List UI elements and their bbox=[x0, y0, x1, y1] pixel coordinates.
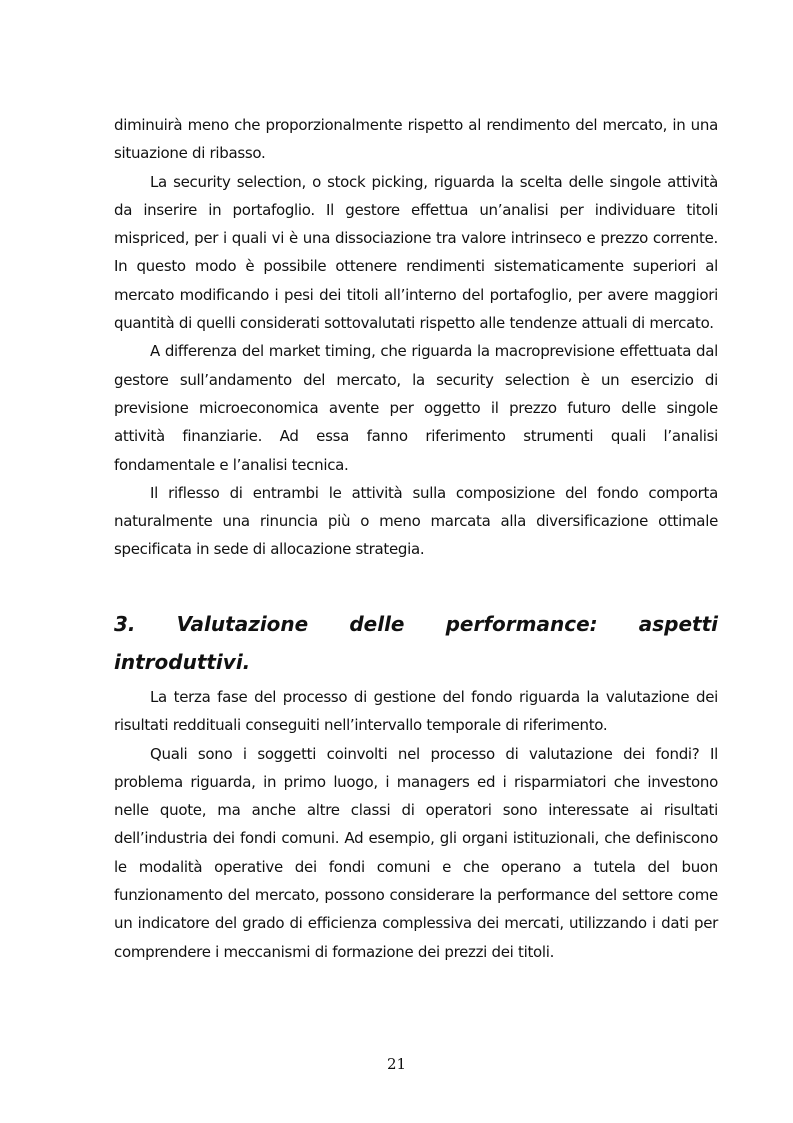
paragraph-diversification: Il riflesso di entrambi le attività sulla composizione del fondo comporta naturalmente una rinuncia più o meno marcata alla diversificazione ottimale specificata in sede di allocazione strategia. bbox=[114, 483, 718, 559]
section-heading: 3. Valutazione delle performance: aspetti introduttivi. bbox=[114, 612, 718, 674]
paragraph-security-selection: La security selection, o stock picking, riguarda la scelta delle singole attività da inserire in portafoglio. Il gestore effettua un’analisi per individuare titoli mispriced, per i quali vi è una dissociazione tra valore intrinseco e prezzo corrente. In questo modo è possibile ottenere rendimenti sistematicamente superiori al mercato modificando i pesi dei titoli all’interno del portafoglio, per avere maggiori quantità di quelli considerati sottovalutati rispetto alle tendenze attuali di mercato. bbox=[114, 172, 718, 333]
paragraph-market-timing: A differenza del market timing, che riguarda la macroprevisione effettuata dal gestore sull’andamento del mercato, la security selection è un esercizio di previsione microeconomica avente per oggetto il prezzo futuro delle singole attività finanziarie. Ad essa fanno riferimento strumenti quali l’analisi fondamentale e l’analisi tecnica. bbox=[114, 342, 718, 474]
page-number: 21 bbox=[386, 1055, 407, 1073]
body-text-bottom bbox=[114, 683, 718, 966]
paragraph-performance-evaluation: La terza fase del processo di gestione del fondo riguarda la valutazione dei risultati reddituali conseguiti nell’intervallo temporale di riferimento. bbox=[114, 688, 718, 735]
paragraph-stakeholders: Quali sono i soggetti coinvolti nel processo di valutazione dei fondi? Il problema riguarda, in primo luogo, i managers ed i risparmiatori che investono nelle quote, ma anche altre classi di operatori sono interessate ai risultati dell’industria dei fondi comuni. Ad esempio, gli organi istituzionali, che definiscono le modalità operative dei fondi comuni e che operano a tutela del buon funzionamento del mercato, possono considerare la performance del settore come un indicatore del grado di efficienza complessiva dei mercati, utilizzando i dati per comprendere i meccanismi di formazione dei prezzi dei titoli. bbox=[114, 744, 718, 961]
body-text-top bbox=[114, 111, 718, 564]
paragraph-continuation: diminuirà meno che proporzionalmente rispetto al rendimento del mercato, in una situazione di ribasso. bbox=[114, 116, 718, 163]
